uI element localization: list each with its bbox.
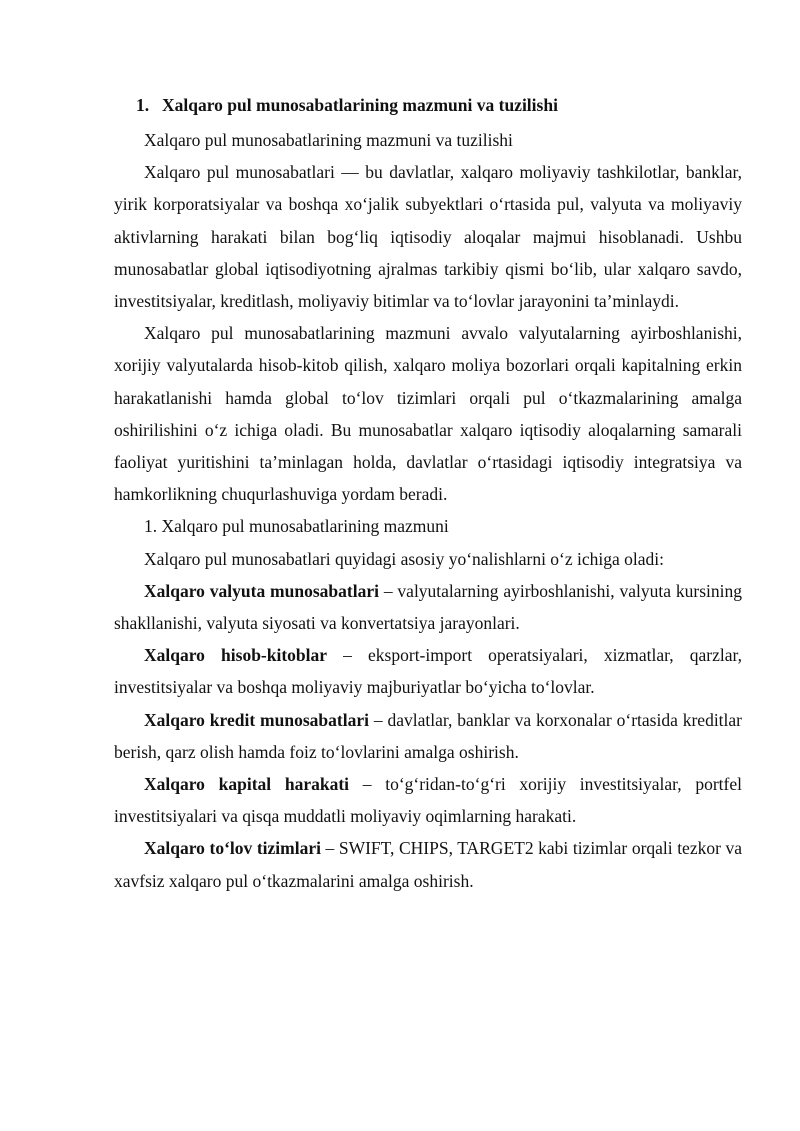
- list-item-term: Xalqaro to‘lov tizimlari: [144, 838, 321, 859]
- list-item-term: Xalqaro kapital harakati: [144, 774, 350, 795]
- list-item-term: Xalqaro hisob-kitoblar: [144, 645, 328, 666]
- subtitle-paragraph: Xalqaro pul munosabatlarining mazmuni va tuzilishi: [144, 130, 513, 150]
- list-item-term: Xalqaro kredit munosabatlari: [144, 709, 369, 730]
- list-item-text: – valyutalarning ayirboshlanishi, valyuta kursining shakllanishi, valyuta siyosati va konvertatsiya jarayonlari.: [114, 580, 742, 634]
- document-page: [114, 90, 742, 897]
- section-heading: [114, 90, 742, 120]
- subsection-heading: 1. Xalqaro pul munosabatlarining mazmuni: [144, 516, 449, 537]
- heading-number: 1.: [136, 95, 150, 115]
- list-item-text: – eksport-import operatsiyalari, xizmatlar, qarzlar, investitsiyalar va boshqa moliyaviy majburiyatlar bo‘yicha to‘lovlar.: [114, 645, 742, 698]
- list-item: [114, 639, 742, 703]
- heading-title: Xalqaro pul munosabatlarining mazmuni va tuzilishi: [162, 95, 558, 115]
- list-item-text: – davlatlar, banklar va korxonalar o‘rtasida kreditlar berish, qarz olish hamda foiz to‘lovlarini amalga oshirish.: [114, 709, 743, 762]
- list-intro-paragraph: Xalqaro pul munosabatlari quyidagi asosiy yo‘nalishlarni o‘z ichiga oladi:: [144, 548, 665, 569]
- list-item-term: Xalqaro valyuta munosabatlari: [144, 580, 379, 601]
- body-paragraph: Xalqaro pul munosabatlarining mazmuni avvalo valyutalarning ayirboshlanishi, xorijiy valyutalarda hisob-kitob qilish, xalqaro moliya bozorlari orqali kapitalning erkin harakatlanishi hamda global to‘lov tizimlari orqali pul o‘tkazmalarining amalga oshirilishini o‘z ichiga oladi. Bu munosabatlar xalqaro iqtisodiy aloqalarning samarali faoliyat yuritishini ta’minlagan holda, davlatlar o‘rtasidagi iqtisodiy integratsiya va hamkorlikning chuqurlashuviga yordam beradi.: [114, 323, 742, 505]
- list-item: [114, 768, 742, 832]
- list-item: [114, 575, 742, 639]
- list-item-text: – to‘g‘ridan-to‘g‘ri xorijiy investitsiyalar, portfel investitsiyalari va qisqa muddatli moliyaviy oqimlarning harakati.: [114, 774, 743, 827]
- list-item: [114, 704, 742, 768]
- list-item-text: – SWIFT, CHIPS, TARGET2 kabi tizimlar orqali tezkor va xavfsiz xalqaro pul o‘tkazmalarini amalga oshirish.: [114, 838, 742, 891]
- body-paragraph: Xalqaro pul munosabatlari — bu davlatlar, xalqaro moliyaviy tashkilotlar, banklar, yirik korporatsiyalar va boshqa xo‘jalik subyektlari o‘rtasida pul, valyuta va moliyaviy aktivlarning harakati bilan bog‘liq iqtisodiy aloqalar majmui hisoblanadi. Ushbu munosabatlar global iqtisodiyotning ajralmas tarkibiy qismi bo‘lib, ular xalqaro savdo, investitsiyalar, kreditlash, moliyaviy bitimlar va to‘lovlar jarayonini ta’minlaydi.: [114, 162, 742, 312]
- list-item: [114, 832, 742, 896]
